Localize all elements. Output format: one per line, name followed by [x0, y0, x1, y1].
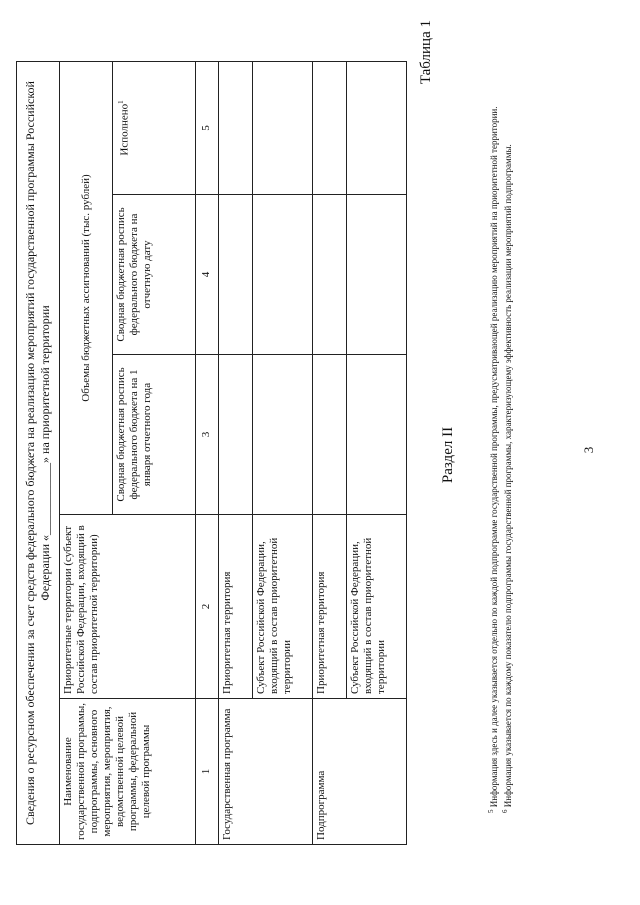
column-number: 2: [195, 515, 218, 699]
value-cell: [252, 195, 312, 355]
footnote-mark: 6: [501, 809, 509, 813]
column-number: 3: [195, 355, 218, 515]
value-cell: [252, 62, 312, 195]
table-title: Сведения о ресурсном обеспечении за счет средств федерального бюджета на реализацию мероприятий государственной программы Российской Федерации «____________» на приоритетной территории: [17, 62, 60, 845]
header-executed-label: Исполнено: [119, 103, 132, 156]
value-cell: [312, 355, 346, 515]
value-cell: [252, 355, 312, 515]
program-name-cell: Государственная программа: [218, 699, 312, 845]
value-cell: [218, 355, 252, 515]
territory-cell: Приоритетная территория: [218, 515, 252, 699]
value-cell: [346, 355, 406, 515]
value-cell: [312, 62, 346, 195]
footnote-mark: 5: [487, 809, 495, 813]
value-cell: [218, 62, 252, 195]
header-territory-column: Приоритетные территории (субъект Российской Федерации, входящий в состав приоритетной территории): [59, 515, 195, 699]
footnote-text: Информация указывается по каждому показателю подпрограммы государственной программы, характеризующему эффективность реализации мероприятий подпрограммы.: [503, 144, 513, 810]
table-caption: Таблица 1: [418, 20, 434, 85]
footnote-6: [500, 43, 514, 813]
section-title: Раздел II: [440, 426, 456, 484]
territory-cell: Субъект Российской Федерации, входящий в состав приоритетной территории: [346, 515, 406, 699]
table-row: [312, 62, 346, 845]
footnote-5: [486, 43, 500, 813]
footnote-mark: 1: [117, 100, 126, 104]
page-number: 3: [581, 446, 596, 454]
column-number-row: [195, 62, 218, 845]
value-cell: [346, 62, 406, 195]
footnotes: [486, 43, 514, 813]
header-executed: [113, 62, 195, 195]
table-row: [218, 62, 252, 845]
column-number: 5: [195, 62, 218, 195]
value-cell: [312, 195, 346, 355]
value-cell: [218, 195, 252, 355]
header-budget-report-date: Сводная бюджетная роспись федерального бюджета на отчетную дату: [113, 195, 195, 355]
territory-cell: Субъект Российской Федерации, входящий в состав приоритетной территории: [252, 515, 312, 699]
territory-cell: Приоритетная территория: [312, 515, 346, 699]
footnote-text: Информация здесь и далее указывается отдельно по каждой подпрограмме государственной программы, предусматривающей реализацию мероприятий на приоритетной территории.: [489, 106, 499, 810]
table-title-row: [17, 62, 60, 845]
resource-table-wrapper: [16, 62, 407, 845]
header-budget-jan1: Сводная бюджетная роспись федерального бюджета на 1 января отчетного года: [113, 355, 195, 515]
header-volumes: Объемы бюджетных ассигнований (тыс. рублей): [59, 62, 113, 515]
subprogram-name-cell: Подпрограмма: [312, 699, 406, 845]
resource-table: [16, 61, 407, 845]
header-row: [59, 62, 113, 845]
value-cell: [346, 195, 406, 355]
column-number: 4: [195, 195, 218, 355]
header-name-column: Наименование государственной программы, подпрограммы, основного мероприятия, мероприятия, ведомственной целевой программы, федеральной целевой программы: [59, 699, 195, 845]
column-number: 1: [195, 699, 218, 845]
